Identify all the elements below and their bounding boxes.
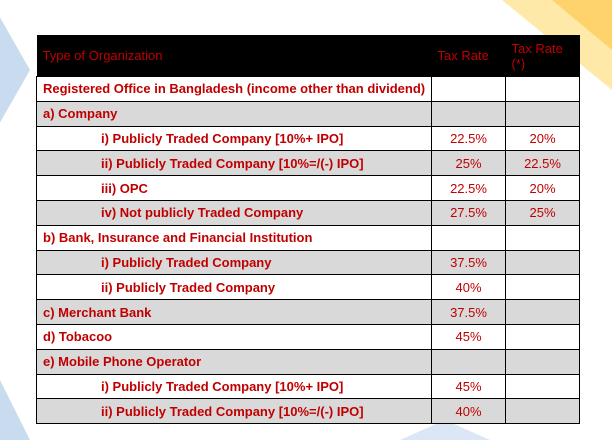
- tax-rate-cell: 27.5%: [432, 200, 506, 225]
- tax-rate-star-cell: [506, 399, 580, 424]
- tax-rate-cell: 22.5%: [432, 126, 506, 151]
- table-row: [37, 324, 580, 349]
- tax-rate-star-cell: [506, 250, 580, 275]
- tax-rate-star-cell: [506, 275, 580, 300]
- tax-rate-star-cell: [506, 225, 580, 250]
- organization-cell: b) Bank, Insurance and Financial Institution: [37, 225, 432, 250]
- organization-cell: i) Publicly Traded Company [10%+ IPO]: [37, 374, 432, 399]
- tax-rate-star-cell: 20%: [506, 126, 580, 151]
- tax-rate-cell: 45%: [432, 324, 506, 349]
- table-row: [37, 399, 580, 424]
- header-row: [37, 35, 580, 77]
- table-row: [37, 200, 580, 225]
- tax-rate-star-cell: 20%: [506, 176, 580, 201]
- organization-cell: i) Publicly Traded Company [10%+ IPO]: [37, 126, 432, 151]
- tax-rate-cell: 25%: [432, 151, 506, 176]
- organization-cell: Registered Office in Bangladesh (income other than dividend): [37, 77, 432, 102]
- table-row: [37, 176, 580, 201]
- tax-rate-star-cell: [506, 300, 580, 325]
- organization-cell: e) Mobile Phone Operator: [37, 349, 432, 374]
- decorative-triangle: [0, 380, 30, 440]
- organization-cell: i) Publicly Traded Company: [37, 250, 432, 275]
- organization-cell: iv) Not publicly Traded Company: [37, 200, 432, 225]
- tax-rate-star-cell: 25%: [506, 200, 580, 225]
- table-row: [37, 374, 580, 399]
- tax-rate-star-cell: [506, 101, 580, 126]
- table-row: [37, 126, 580, 151]
- tax-rate-cell: [432, 225, 506, 250]
- organization-cell: c) Merchant Bank: [37, 300, 432, 325]
- organization-cell: ii) Publicly Traded Company [10%=/(-) IPO]: [37, 399, 432, 424]
- table-row: [37, 275, 580, 300]
- table-body: [37, 77, 580, 424]
- header-tax-rate: Tax Rate: [432, 35, 506, 77]
- header-organization-type: Type of Organization: [37, 35, 432, 77]
- organization-cell: ii) Publicly Traded Company: [37, 275, 432, 300]
- table-row: [37, 77, 580, 102]
- table-row: [37, 349, 580, 374]
- tax-rate-star-cell: [506, 77, 580, 102]
- tax-rate-cell: 40%: [432, 399, 506, 424]
- header-tax-rate-star: Tax Rate (*): [506, 35, 580, 77]
- organization-cell: a) Company: [37, 101, 432, 126]
- organization-cell: iii) OPC: [37, 176, 432, 201]
- tax-rate-star-cell: 22.5%: [506, 151, 580, 176]
- tax-rate-cell: 37.5%: [432, 300, 506, 325]
- tax-rate-cell: 37.5%: [432, 250, 506, 275]
- tax-rate-star-cell: [506, 374, 580, 399]
- table-header: [37, 35, 580, 77]
- tax-rate-cell: 22.5%: [432, 176, 506, 201]
- table-row: [37, 151, 580, 176]
- organization-cell: ii) Publicly Traded Company [10%=/(-) IPO]: [37, 151, 432, 176]
- table-row: [37, 250, 580, 275]
- tax-rate-star-cell: [506, 349, 580, 374]
- tax-rate-cell: 40%: [432, 275, 506, 300]
- organization-cell: d) Tobacoo: [37, 324, 432, 349]
- table-row: [37, 300, 580, 325]
- table-row: [37, 101, 580, 126]
- tax-rate-cell: 45%: [432, 374, 506, 399]
- table-row: [37, 225, 580, 250]
- tax-rate-star-cell: [506, 324, 580, 349]
- tax-rate-cell: [432, 77, 506, 102]
- tax-rate-table: [36, 35, 580, 424]
- decorative-triangle: [0, 0, 30, 140]
- tax-rate-cell: [432, 349, 506, 374]
- tax-rate-cell: [432, 101, 506, 126]
